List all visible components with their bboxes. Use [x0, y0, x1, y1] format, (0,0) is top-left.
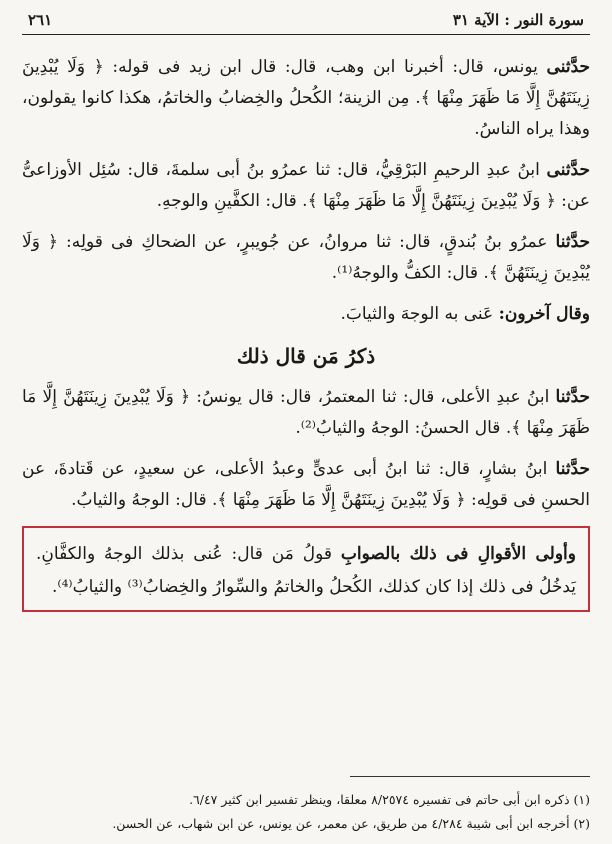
footnotes — [22, 788, 590, 836]
conclusion-paragraph — [36, 538, 576, 604]
narration-lead: وقال آخرون: — [498, 304, 590, 324]
footnote-1: (١) ذكره ابن أبى حاتم فى تفسيره ٨/٢٥٧٤ معلقا، وينظر تفسير ابن كثير ٦/٤٧. — [189, 792, 590, 807]
narration-text: ابنُ عبدِ الأعلى، قال: ثنا المعتمرُ، قال: قال يونسُ: ﴿ وَلَا يُبْدِينَ زِينَتَهُنَّ إِلَّا مَا ظَهَرَ مِنْهَا ﴾. قال الحسنُ: الوجهُ والثيابُ⁽²⁾. — [22, 387, 590, 438]
paragraph-5 — [22, 382, 590, 444]
page-number: ٢٦١ — [28, 11, 53, 29]
narration-lead: حدَّثنا — [555, 232, 591, 252]
main-text — [22, 52, 590, 612]
narration-text: عَنى به الوجهَ والثيابَ. — [340, 304, 494, 324]
highlighted-conclusion-box — [22, 526, 590, 612]
paragraph-1 — [22, 52, 590, 145]
paragraph-3 — [22, 227, 590, 289]
header-rule — [22, 34, 590, 35]
conclusion-text: قولُ مَن قال: عُنى بذلك الوجهُ والكفَّانِ. يَدخُلُ فى ذلك إذا كان كذلك، الكُحلُ والخاتمُ والسِّوارُ والخِضابُ⁽³⁾ والثيابُ⁽⁴⁾. — [36, 544, 576, 597]
narration-lead: حدَّثنا — [555, 387, 591, 407]
surah-title: سورة النور : الآية ٣١ — [452, 11, 584, 29]
conclusion-lead: وأولى الأقوالِ فى ذلك بالصوابِ — [340, 544, 576, 564]
paragraph-4 — [22, 299, 590, 330]
narration-lead: حدَّثنى — [546, 160, 590, 180]
paragraph-6 — [22, 454, 590, 516]
section-heading: ذكرُ مَن قال ذلك — [236, 344, 376, 368]
narration-text: يونس، قال: أخبرنا ابن وهب، قال: قال ابن زيد فى قوله: ﴿ وَلَا يُبْدِينَ زِينَتَهُنَّ إِلَّا مَا ظَهَرَ مِنْهَا ﴾. مِن الزينة؛ الكُحلُ والخِضابُ والخاتمُ، هكذا كانوا يقولون، وهذا يراه الناسُ. — [22, 57, 590, 139]
paragraph-2 — [22, 155, 590, 217]
footnote-2: (٢) أخرجه ابن أبى شيبة ٤/٢٨٤ من طريق، عن معمر، عن يونس، عن ابن شهاب، عن الحسن. — [112, 816, 590, 831]
narration-lead: حدَّثنى — [546, 57, 591, 77]
footnote-rule — [350, 776, 590, 777]
narration-lead: حدَّثنا — [555, 459, 590, 479]
narration-text: ابنُ عبدِ الرحيمِ البَرْقِيُّ، قال: ثنا عمرُو بنُ أبى سلمةَ، قال: سُئِل الأوزاعىُّ عن: ﴿ وَلَا يُبْدِينَ زِينَتَهُنَّ إِلَّا مَا ظَهَرَ مِنْهَا ﴾. قال: الكفَّينِ والوجهِ. — [22, 160, 590, 211]
page-header — [28, 6, 584, 34]
narration-text: ابنُ بشارٍ، قال: ثنا ابنُ أبى عدىٍّ وعبدُ الأعلى، عن سعيدٍ، عن قَتادةَ، عن الحسنِ فى قولِه: ﴿ وَلَا يُبْدِينَ زِينَتَهُنَّ إِلَّا مَا ظَهَرَ مِنْهَا ﴾. قال: الوجهُ والثيابُ. — [22, 459, 590, 510]
narration-text: عمرُو بنُ بُندقٍ، قال: ثنا مروانُ، عن جُويبرٍ، عن الضحاكِ فى قولِه: ﴿ وَلَا يُبْدِينَ زِينَتَهُنَّ ﴾. قال: الكفُّ والوجهُ⁽¹⁾. — [22, 232, 590, 283]
